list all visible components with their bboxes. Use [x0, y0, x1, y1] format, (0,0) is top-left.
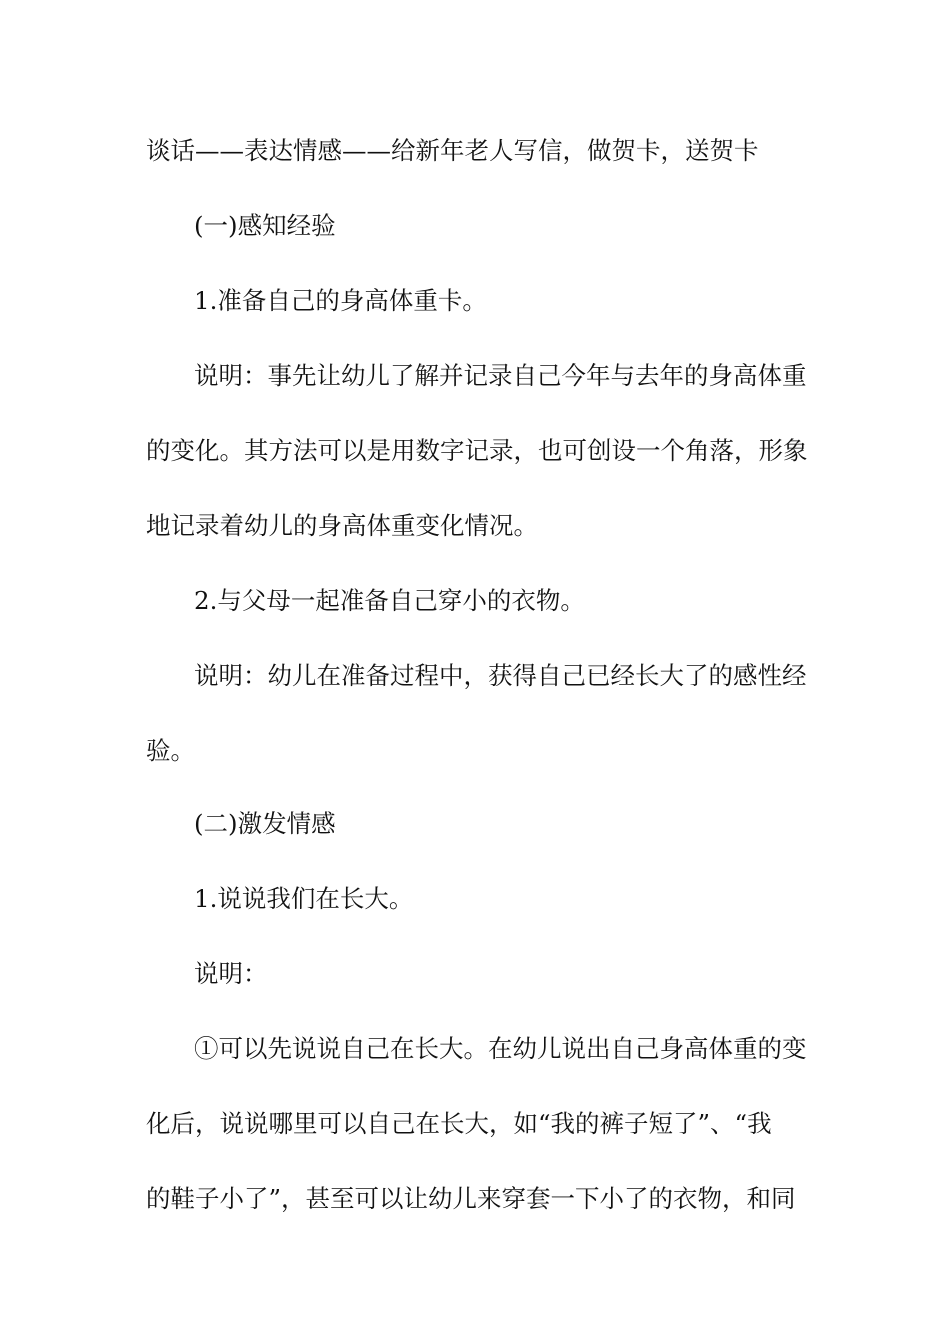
text-line: 说明：幼儿在准备过程中，获得自己已经长大了的感性经: [194, 661, 807, 690]
text-line: 谈话——表达情感——给新年老人写信，做贺卡，送贺卡: [146, 136, 759, 165]
text-line: 的鞋子小了”，甚至可以让幼儿来穿套一下小了的衣物，和同: [146, 1184, 796, 1213]
text-line: 验。: [146, 736, 195, 765]
text-line: 1.准备自己的身高体重卡。: [194, 286, 487, 315]
text-line: 说明：事先让幼儿了解并记录自己今年与去年的身高体重: [194, 361, 807, 390]
text-line: 说明：: [194, 959, 268, 988]
section-heading: (一)感知经验: [194, 211, 336, 240]
text-line: 的变化。其方法可以是用数字记录，也可创设一个角落，形象: [146, 436, 808, 465]
text-line: 地记录着幼儿的身高体重变化情况。: [146, 511, 538, 540]
text-line: 化后，说说哪里可以自己在长大，如“我的裤子短了”、“我: [146, 1109, 772, 1138]
text-line: 2.与父母一起准备自己穿小的衣物。: [194, 586, 585, 615]
text-line: 1.说说我们在长大。: [194, 884, 414, 913]
text-line: ①可以先说说自己在长大。在幼儿说出自己身高体重的变: [194, 1034, 807, 1063]
section-heading: (二)激发情感: [194, 809, 336, 838]
